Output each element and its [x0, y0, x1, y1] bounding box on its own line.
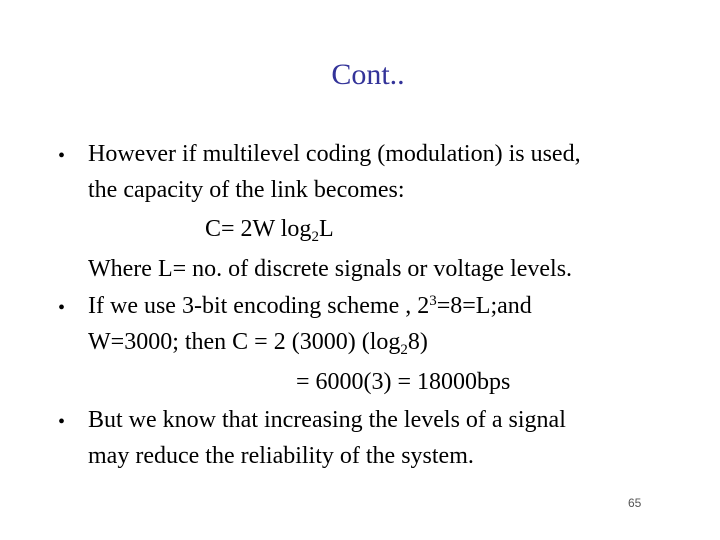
- bullet-2-line-2: [88, 327, 428, 357]
- capacity-formula-subscript: 2: [311, 229, 319, 245]
- bullet-1-line-2: the capacity of the link becomes:: [88, 177, 405, 203]
- bullet-3-line-2: may reduce the reliability of the system.: [88, 443, 474, 469]
- bullet-2-line-1-suffix: =8=L;and: [436, 293, 532, 319]
- where-line: Where L= no. of discrete signals or voltage levels.: [88, 256, 573, 282]
- bullet-marker-1: •: [58, 145, 66, 167]
- bullet-1-line-1: However if multilevel coding (modulation) is used,: [88, 141, 581, 167]
- bullet-2-exponent: 3: [429, 293, 437, 309]
- capacity-formula-suffix: L: [318, 216, 334, 242]
- slide-title: Cont..: [331, 58, 405, 91]
- bullet-3-line-1: But we know that increasing the levels of a signal: [88, 407, 566, 433]
- bullet-2-line-2-suffix: 8): [407, 329, 428, 355]
- bullet-2-line-2-prefix: W=3000; then C = 2 (3000) (log: [88, 329, 401, 355]
- capacity-formula-prefix: C= 2W log: [205, 216, 312, 242]
- capacity-formula: [205, 214, 334, 244]
- page-number: 65: [628, 496, 642, 510]
- bullet-2-line-1-prefix: If we use 3-bit encoding scheme , 2: [88, 293, 430, 319]
- bullet-2-line-1: [88, 291, 532, 321]
- bullet-2-log-subscript: 2: [400, 342, 408, 358]
- bullet-2-line-3: = 6000(3) = 18000bps: [296, 369, 511, 395]
- bullet-marker-2: •: [58, 297, 66, 319]
- bullet-marker-3: •: [58, 411, 66, 433]
